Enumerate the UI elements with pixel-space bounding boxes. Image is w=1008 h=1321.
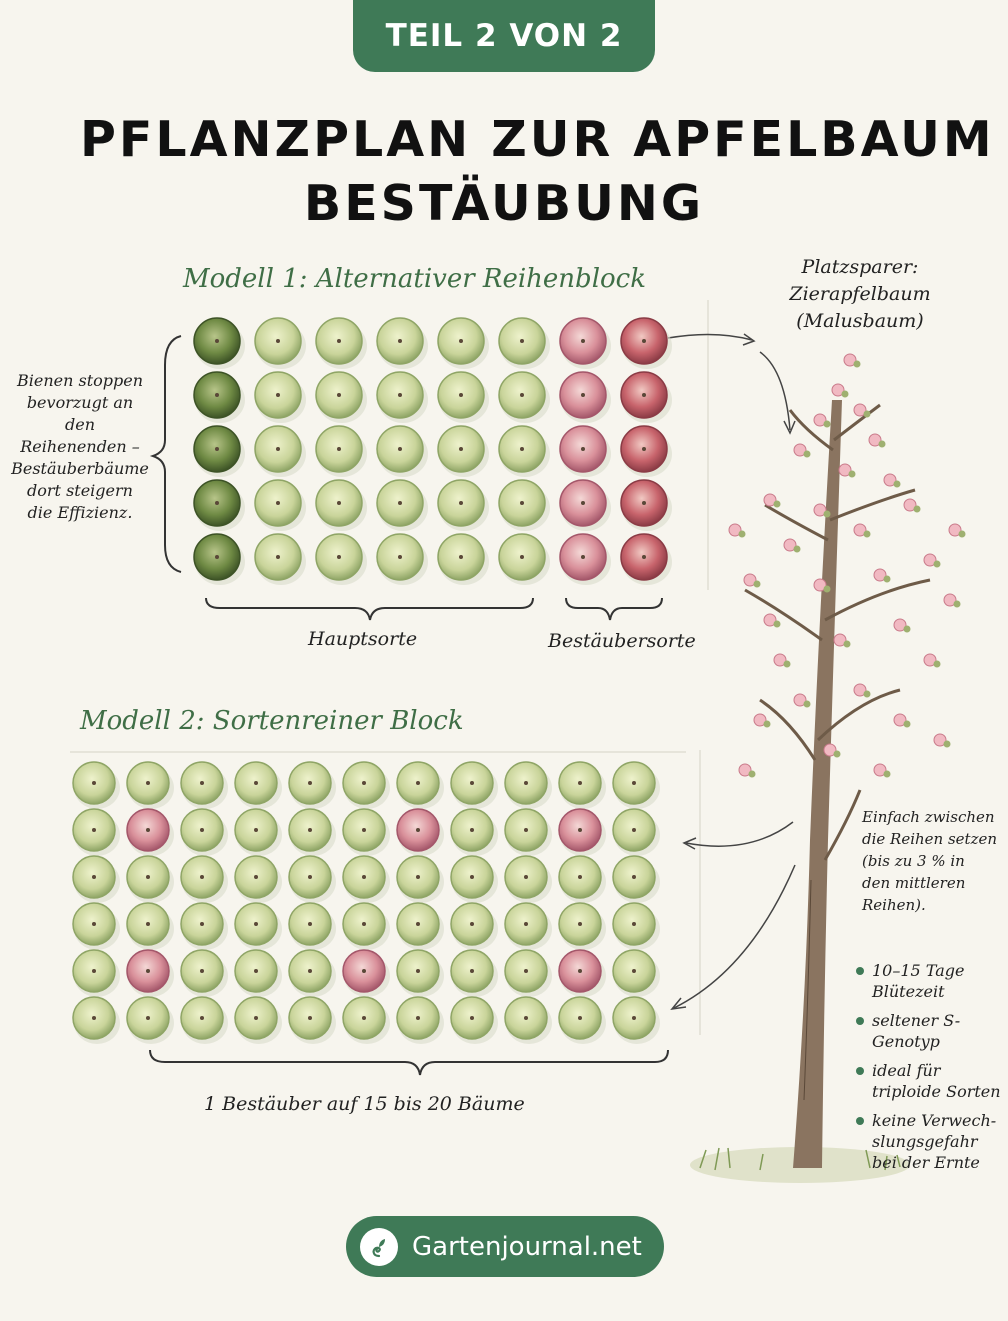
tree-trunk-dot <box>470 1016 474 1020</box>
tree-trunk-dot <box>578 828 582 832</box>
tree-trunk-dot <box>200 875 204 879</box>
arrow-tree-down <box>760 352 795 433</box>
model1-grid <box>194 318 672 585</box>
tree-trunk-dot <box>200 781 204 785</box>
tree-trunk-dot <box>524 875 528 879</box>
tree-trunk-dot <box>578 781 582 785</box>
tree-trunk-dot <box>337 447 341 451</box>
tree-trunk-dot <box>254 969 258 973</box>
arrow-to-model2-bottom <box>672 865 795 1009</box>
tree-trunk-dot <box>308 922 312 926</box>
sprout-logo-icon <box>360 1228 398 1266</box>
side-note-line: den Reihenenden – <box>20 415 140 456</box>
tree-trunk-dot <box>520 555 524 559</box>
tree-trunk-dot <box>92 1016 96 1020</box>
tree-title-line: Platzsparer: <box>801 256 919 278</box>
tree-trunk-dot <box>520 339 524 343</box>
brand-footer[interactable] <box>346 1216 664 1277</box>
leaf <box>864 531 871 538</box>
tree-trunk-dot <box>524 1016 528 1020</box>
tree-trunk-dot <box>524 781 528 785</box>
leaf <box>894 481 901 488</box>
tree-trunk-dot <box>632 1016 636 1020</box>
benefit-text: seltener S-Genotyp <box>872 1011 961 1051</box>
model1-side-note <box>10 370 150 524</box>
tree-trunk-dot <box>416 922 420 926</box>
leaf <box>854 361 861 368</box>
leaf <box>794 546 801 553</box>
tree-trunk-dot <box>581 339 585 343</box>
leaf <box>934 561 941 568</box>
bullet-dot-icon <box>856 1017 864 1025</box>
leaf <box>879 441 886 448</box>
tree-trunk-dot <box>337 339 341 343</box>
tree-trunk-dot <box>470 828 474 832</box>
tree-trunk-dot <box>459 393 463 397</box>
tree-trunk-dot <box>200 922 204 926</box>
tree-trunk-dot <box>581 393 585 397</box>
tree-trunk-dot <box>308 828 312 832</box>
tree-trunk-dot <box>362 828 366 832</box>
tree-trunk-dot <box>524 828 528 832</box>
tree-trunk-dot <box>416 781 420 785</box>
leaf <box>849 471 856 478</box>
tree-trunk-dot <box>92 922 96 926</box>
tree-trunk-dot <box>470 922 474 926</box>
tree-trunk-dot <box>632 828 636 832</box>
tree-trunk-dot <box>92 828 96 832</box>
arrow-to-tree <box>668 334 754 345</box>
tree-trunk-dot <box>581 555 585 559</box>
tree-trunk-dot <box>276 555 280 559</box>
tree-title <box>770 254 950 335</box>
tree-trunk-dot <box>578 969 582 973</box>
tree-trunk-dot <box>459 555 463 559</box>
tree-trunk-dot <box>362 1016 366 1020</box>
tree-trunk-dot <box>276 393 280 397</box>
tree-trunk-dot <box>254 922 258 926</box>
tree-trunk-dot <box>416 875 420 879</box>
tree-trunk-dot <box>520 501 524 505</box>
leaf <box>959 531 966 538</box>
leaf <box>884 576 891 583</box>
tree-benefits-list <box>856 960 1006 1181</box>
tree-trunk-dot <box>146 875 150 879</box>
leaf <box>774 621 781 628</box>
tree-trunk-dot <box>520 447 524 451</box>
tree-title-line: Zierapfelbaum <box>789 283 931 305</box>
benefit-item <box>856 1110 1006 1173</box>
tree-note-line: Reihen). <box>862 896 926 914</box>
tree-trunk-dot <box>581 501 585 505</box>
side-note-line: Bienen stoppen <box>16 371 144 390</box>
leaf <box>774 501 781 508</box>
tree-trunk-dot <box>470 875 474 879</box>
tree-trunk-dot <box>276 447 280 451</box>
tree-trunk-dot <box>92 875 96 879</box>
tree-trunk-dot <box>146 1016 150 1020</box>
tree-trunk-dot <box>459 447 463 451</box>
tree-trunk-dot <box>92 969 96 973</box>
benefit-text: keine Verwech-slungsgefahr bei der Ernte <box>872 1111 997 1172</box>
tree-trunk-dot <box>308 875 312 879</box>
leaf <box>864 691 871 698</box>
benefit-text: 10–15 Tage Blütezeit <box>872 961 965 1001</box>
tree-trunk-dot <box>308 781 312 785</box>
leaf <box>904 721 911 728</box>
leaf <box>934 661 941 668</box>
tree-trunk-dot <box>520 393 524 397</box>
tree-trunk-dot <box>578 875 582 879</box>
tree-trunk-dot <box>470 969 474 973</box>
leaf <box>904 626 911 633</box>
leaf <box>844 641 851 648</box>
leaf <box>914 506 921 513</box>
leaf <box>834 751 841 758</box>
tree-trunk-dot <box>276 339 280 343</box>
leaf <box>804 451 811 458</box>
tree-trunk-dot <box>398 555 402 559</box>
page-title-line-2: BESTÄUBUNG <box>303 175 705 232</box>
tree-trunk-dot <box>642 447 646 451</box>
leaf <box>804 701 811 708</box>
tree-trunk-dot <box>215 339 219 343</box>
tree-note <box>862 806 1008 916</box>
tree-trunk-dot <box>200 969 204 973</box>
tree-note-line: Einfach zwischen <box>862 808 995 826</box>
tree-trunk-dot <box>398 447 402 451</box>
leaf <box>764 721 771 728</box>
tree-trunk-dot <box>362 922 366 926</box>
leaf <box>954 601 961 608</box>
tree-trunk-dot <box>459 501 463 505</box>
part-badge: TEIL 2 VON 2 <box>353 0 655 72</box>
tree-trunk-dot <box>632 922 636 926</box>
tree-trunk-dot <box>308 1016 312 1020</box>
tree-trunk-dot <box>337 555 341 559</box>
tree-note-line: die Reihen setzen <box>862 830 998 848</box>
page-title <box>80 108 995 236</box>
tree-trunk-dot <box>362 875 366 879</box>
benefit-item <box>856 1060 1006 1102</box>
leaf <box>754 581 761 588</box>
tree-trunk-dot <box>632 781 636 785</box>
leaf <box>944 741 951 748</box>
bullet-dot-icon <box>856 1117 864 1125</box>
tree-trunk-dot <box>200 828 204 832</box>
leaf <box>864 411 871 418</box>
brace-left <box>153 336 181 572</box>
leaf <box>824 586 831 593</box>
tree-trunk-dot <box>146 922 150 926</box>
label-pollinator-variety: Bestäubersorte <box>548 630 696 652</box>
tree-trunk-dot <box>398 393 402 397</box>
tree-trunk-dot <box>362 781 366 785</box>
side-note-line: Bestäuberbäume <box>11 459 149 478</box>
tree-trunk-dot <box>578 922 582 926</box>
tree-trunk-dot <box>398 339 402 343</box>
tree-trunk-dot <box>215 555 219 559</box>
tree-note-line: (bis zu 3 % in <box>862 852 965 870</box>
tree-trunk-dot <box>276 501 280 505</box>
tree-trunk-dot <box>524 922 528 926</box>
brand-name: Gartenjournal.net <box>412 1231 642 1262</box>
tree-trunk-dot <box>642 501 646 505</box>
bullet-dot-icon <box>856 967 864 975</box>
leaf <box>749 771 756 778</box>
tree-trunk-dot <box>416 969 420 973</box>
leaf <box>842 391 849 398</box>
tree-note-line: den mittleren <box>862 874 966 892</box>
tree-trunk-dot <box>337 393 341 397</box>
tree-trunk-dot <box>146 828 150 832</box>
tree-trunk-dot <box>416 1016 420 1020</box>
model1-heading: Modell 1: Alternativer Reihenblock <box>183 264 646 294</box>
tree-trunk-dot <box>581 447 585 451</box>
benefit-text: ideal für triploide Sorten <box>872 1061 1001 1101</box>
brace-pollinator <box>566 598 662 620</box>
tree-trunk-dot <box>146 969 150 973</box>
leaf <box>739 531 746 538</box>
tree-trunk-dot <box>470 781 474 785</box>
tree-trunk-dot <box>215 393 219 397</box>
leaf <box>784 661 791 668</box>
tree-trunk-dot <box>254 875 258 879</box>
benefit-item <box>856 1010 1006 1052</box>
leaf <box>884 771 891 778</box>
side-note-line: dort steigern <box>27 481 133 500</box>
leaf <box>824 421 831 428</box>
tree-trunk-dot <box>362 969 366 973</box>
tree-trunk-dot <box>337 501 341 505</box>
tree-trunk-dot <box>254 781 258 785</box>
tree-trunk-dot <box>254 828 258 832</box>
brace-main <box>206 598 533 620</box>
sprout-logo-icon-svg <box>367 1235 391 1259</box>
tree-trunk-dot <box>200 1016 204 1020</box>
tree-trunk-dot <box>92 781 96 785</box>
tree-trunk-dot <box>642 339 646 343</box>
tree-trunk-dot <box>146 781 150 785</box>
tree-trunk-dot <box>632 875 636 879</box>
model2-heading: Modell 2: Sortenreiner Block <box>80 706 464 736</box>
bullet-dot-icon <box>856 1067 864 1075</box>
page-title-line-1: PFLANZPLAN ZUR APFELBAUM <box>80 111 995 168</box>
tree-trunk-dot <box>459 339 463 343</box>
tree-trunk-dot <box>308 969 312 973</box>
label-main-variety: Hauptsorte <box>308 628 418 650</box>
tree-trunk-dot <box>632 969 636 973</box>
model2-caption: 1 Bestäuber auf 15 bis 20 Bäume <box>204 1093 525 1115</box>
tree-title-line: (Malusbaum) <box>796 310 924 332</box>
leaf <box>824 511 831 518</box>
tree-trunk-dot <box>254 1016 258 1020</box>
tree-trunk-dot <box>642 393 646 397</box>
tree-trunk-dot <box>524 969 528 973</box>
side-note-line: die Effizienz. <box>27 503 133 522</box>
tree-trunk-dot <box>215 501 219 505</box>
tree-trunk-dot <box>416 828 420 832</box>
tree-trunk-dot <box>578 1016 582 1020</box>
side-note-line: bevorzugt an <box>26 393 134 412</box>
model2-grid <box>73 762 660 1044</box>
tree-trunk-dot <box>398 501 402 505</box>
brace-model2 <box>150 1050 668 1075</box>
tree-trunk-dot <box>215 447 219 451</box>
tree-trunk-dot <box>642 555 646 559</box>
benefit-item <box>856 960 1006 1002</box>
